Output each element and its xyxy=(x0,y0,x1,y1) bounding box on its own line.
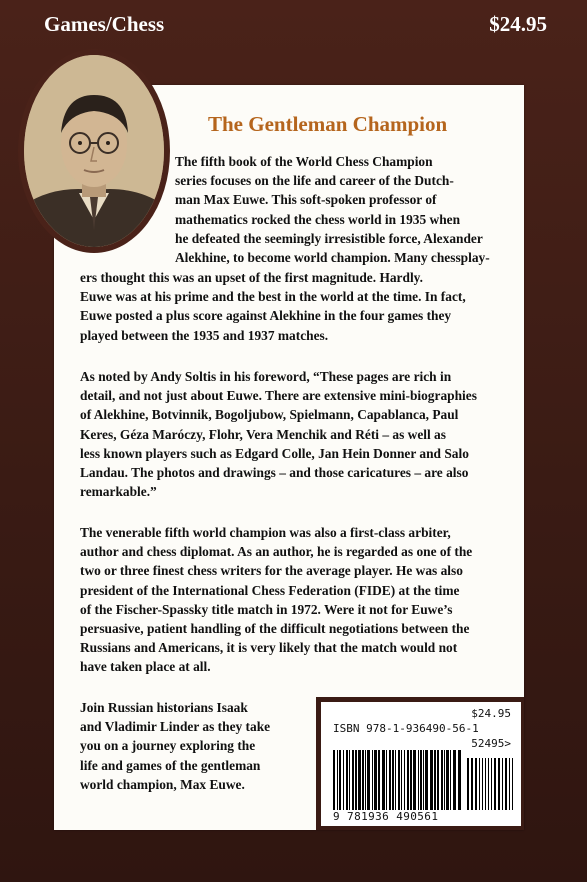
text-line: The fifth book of the World Chess Champion xyxy=(175,154,433,169)
text-line: played between the 1935 and 1937 matches. xyxy=(80,327,329,343)
text-line: Join Russian historians Isaak xyxy=(80,700,248,715)
price-addon-code: 52495> xyxy=(471,737,511,750)
isbn-label: ISBN 978-1-936490-56-1 xyxy=(333,722,479,735)
text-line: of the Fischer-Spassky title match in 1972. Were it not for Euwe’s xyxy=(80,601,453,617)
text-line: The venerable fifth world champion was also a first-class arbiter, xyxy=(80,525,451,540)
text-line: detail, and not just about Euwe. There are extensive mini-biographies xyxy=(80,388,477,404)
description-paragraph-4 xyxy=(80,698,288,794)
description-paragraph-1-bottom xyxy=(80,268,514,345)
text-line: Euwe posted a plus score against Alekhine in the four games they xyxy=(80,308,452,324)
text-line: Euwe was at his prime and the best in the world at the time. In fact, xyxy=(80,289,466,305)
barcode-price: $24.95 xyxy=(471,707,511,720)
text-line: As noted by Andy Soltis in his foreword, “These pages are rich in xyxy=(80,369,452,384)
text-line: ers thought this was an upset of the first magnitude. Hardly. xyxy=(80,270,423,285)
text-line: you on a journey exploring the xyxy=(80,738,256,754)
text-line: and Vladimir Linder as they take xyxy=(80,719,271,735)
book-title: The Gentleman Champion xyxy=(208,112,448,136)
barcode-icon xyxy=(333,750,513,810)
barcode-digits: 9 781936 490561 xyxy=(333,810,439,823)
text-line: less known players such as Edgard Colle, Jan Hein Donner and Salo xyxy=(80,445,469,461)
text-line: remarkable.” xyxy=(80,484,157,500)
price-label: $24.95 xyxy=(489,12,547,36)
text-line: have taken place at all. xyxy=(80,659,211,675)
barcode-panel xyxy=(321,702,521,826)
text-line: Russians and Americans, it is very likely that the match would not xyxy=(80,640,458,656)
description-paragraph-3 xyxy=(80,523,514,677)
text-line: mathematics rocked the chess world in 1935 when xyxy=(175,211,461,227)
description-paragraph-1-top xyxy=(175,152,513,267)
description-paragraph-2 xyxy=(80,367,514,501)
text-line: persuasive, patient handling of the difficult negotiations between the xyxy=(80,621,470,637)
text-line: of Alekhine, Botvinnik, Bogoljubow, Spielmann, Capablanca, Paul xyxy=(80,407,459,423)
text-line: Landau. The photos and drawings – and those caricatures – are also xyxy=(80,465,469,481)
text-line: man Max Euwe. This soft-spoken professor of xyxy=(175,192,437,208)
text-line: series focuses on the life and career of the Dutch- xyxy=(175,173,454,189)
text-line: he defeated the seemingly irresistible force, Alexander xyxy=(175,230,483,246)
portrait-photo-icon xyxy=(24,55,164,247)
text-line: Alekhine, to become world champion. Many chessplay- xyxy=(175,250,490,266)
text-line: life and games of the gentleman xyxy=(80,757,261,773)
text-line: president of the International Chess Federation (FIDE) at the time xyxy=(80,582,460,598)
category-label: Games/Chess xyxy=(44,12,165,36)
author-portrait xyxy=(24,55,164,247)
text-line: world champion, Max Euwe. xyxy=(80,776,245,792)
text-line: Keres, Géza Maróczy, Flohr, Vera Menchik and Réti – as well as xyxy=(80,426,446,442)
text-line: author and chess diplomat. As an author, he is regarded as one of the xyxy=(80,544,473,560)
text-line: two or three finest chess writers for the average player. He was also xyxy=(80,563,463,579)
